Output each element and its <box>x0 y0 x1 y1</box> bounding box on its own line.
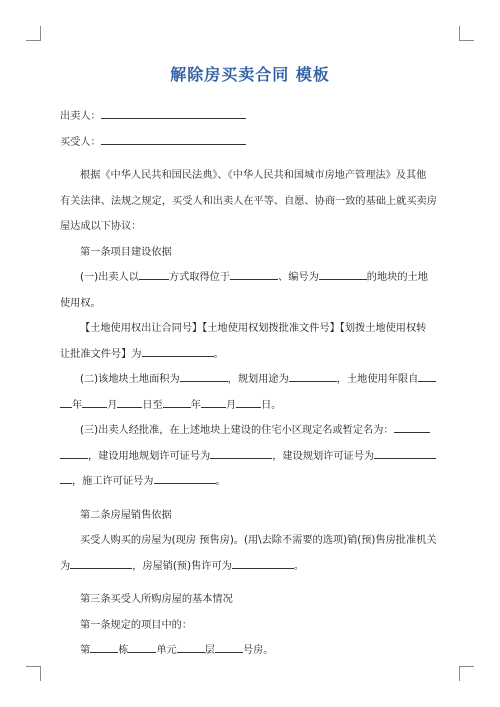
paragraph-9 <box>60 554 444 580</box>
p11-di-label: 第 <box>80 645 91 656</box>
sales-permit-blank[interactable] <box>232 557 294 569</box>
crop-mark-top-right <box>459 26 474 41</box>
paragraph-10: 第一条规定的项目中的： <box>80 619 193 631</box>
p9-text-c: 。 <box>293 560 305 572</box>
method-blank[interactable] <box>139 268 169 280</box>
parcel-number-blank[interactable] <box>319 268 367 280</box>
construction-planning-permit-blank[interactable] <box>374 447 436 459</box>
paragraph-1-cont: 使用权。 <box>60 297 101 309</box>
p2-text-b: 让批准文件号】为 <box>60 348 142 360</box>
p11-dong-label: 栋 <box>118 645 129 656</box>
buyer-blank[interactable] <box>101 133 246 145</box>
end-month-blank[interactable] <box>201 396 226 408</box>
p1-text-d: 的地块的土地 <box>366 272 428 283</box>
crop-mark-top-left <box>26 26 41 41</box>
end-year-blank[interactable] <box>163 396 191 408</box>
start-month-blank[interactable] <box>82 396 107 408</box>
community-name-blank-cont[interactable] <box>60 447 88 459</box>
room-blank[interactable] <box>215 641 243 653</box>
community-name-blank[interactable] <box>394 421 430 433</box>
year-label-2: 年 <box>190 399 201 411</box>
paragraph-5 <box>60 418 444 444</box>
building-blank[interactable] <box>90 641 118 653</box>
p11-floor-label: 层 <box>204 645 215 656</box>
document-title: 解除房买卖合同 模板 <box>170 65 330 84</box>
crop-mark-bottom-left <box>26 666 41 681</box>
p1-text-a: (一)出卖人以 <box>80 272 139 283</box>
month-label-2: 月 <box>225 399 237 411</box>
seller-line <box>60 104 444 130</box>
intro-line-1: 根据《中华人民共和国民法典》、《中华人民共和国城市房地产管理法》及其他 <box>80 170 427 181</box>
p1-text-c: 、编号为 <box>278 272 319 283</box>
p3-text-c: ，土地使用年限自 <box>336 374 419 385</box>
crop-mark-bottom-right <box>459 666 474 681</box>
end-day-blank[interactable] <box>236 396 261 408</box>
start-year-blank-cont[interactable] <box>60 396 72 408</box>
p3-text-a: (二)该地块土地面积为 <box>80 374 180 385</box>
unit-blank[interactable] <box>128 641 156 653</box>
year-label-1: 年 <box>72 399 83 411</box>
p5-text-a: (三)出卖人经批准，在上述地块上建设的住宅小区现定名或暂定名为： <box>80 425 394 436</box>
article-2-title: 第二条房屋销售依据 <box>80 509 172 521</box>
month-label-1: 月 <box>107 399 118 411</box>
construction-permit-blank[interactable] <box>154 472 216 484</box>
paragraph-1 <box>60 265 444 291</box>
article-3-title: 第三条买受人所购房屋的基本情况 <box>80 594 233 605</box>
approval-doc-blank[interactable] <box>142 345 214 357</box>
start-year-blank[interactable] <box>418 370 436 382</box>
p3-text-b: ，规划用途为 <box>227 374 289 385</box>
p6-text-b: ，建设规划许可证号为 <box>272 450 375 462</box>
intro-line-3: 屋达成以下协议： <box>60 221 142 232</box>
location-blank[interactable] <box>230 268 278 280</box>
floor-blank[interactable] <box>177 641 205 653</box>
paragraph-3-dates <box>60 393 444 419</box>
land-planning-permit-blank[interactable] <box>210 447 272 459</box>
paragraph-8: 买受人购买的房屋为(现房 预售房)。(用\去除不需要的选项)销(预)售房批准机关 <box>80 535 437 546</box>
seller-label: 出卖人： <box>60 111 101 122</box>
construction-planning-permit-blank-cont[interactable] <box>60 472 72 484</box>
article-1-title: 第一条项目建设依据 <box>80 246 172 258</box>
p1-text-b: 方式取得位于 <box>168 272 231 283</box>
intro-line-2: 有关法律、法规之规定，买受人和出卖人在平等、自愿、协商一致的基础上就买卖房 <box>60 195 437 207</box>
day-label-1: 日至 <box>142 399 163 411</box>
p11-room-label: 号房。 <box>242 645 274 656</box>
paragraph-2: 【土地使用权出让合同号】【土地使用权划拨批准文件号】【划拨土地使用权转 <box>80 323 427 334</box>
p9-text-b: ，房屋销(预)售许可为 <box>132 560 232 572</box>
p7-text-a: ，施工许可证号为 <box>72 476 154 487</box>
document-body <box>60 104 444 664</box>
seller-blank[interactable] <box>101 107 246 119</box>
land-area-blank[interactable] <box>180 370 228 382</box>
planned-use-blank[interactable] <box>289 370 337 382</box>
p7-text-b: 。 <box>215 476 226 487</box>
day-label-2: 日。 <box>261 399 282 411</box>
p6-text-a: ，建设用地规划许可证号为 <box>88 450 211 462</box>
buyer-label: 买受人： <box>60 136 101 148</box>
paragraph-2-cont <box>60 342 444 368</box>
approval-authority-blank[interactable] <box>70 557 132 569</box>
p9-text-a: 为 <box>60 560 71 572</box>
start-day-blank[interactable] <box>117 396 142 408</box>
paragraph-6 <box>60 444 444 470</box>
paragraph-7 <box>60 469 444 495</box>
paragraph-3 <box>60 367 444 393</box>
p11-unit-label: 单元 <box>156 645 177 656</box>
p2-text-c: 。 <box>213 348 224 360</box>
paragraph-11 <box>60 638 444 664</box>
buyer-line <box>60 130 444 156</box>
